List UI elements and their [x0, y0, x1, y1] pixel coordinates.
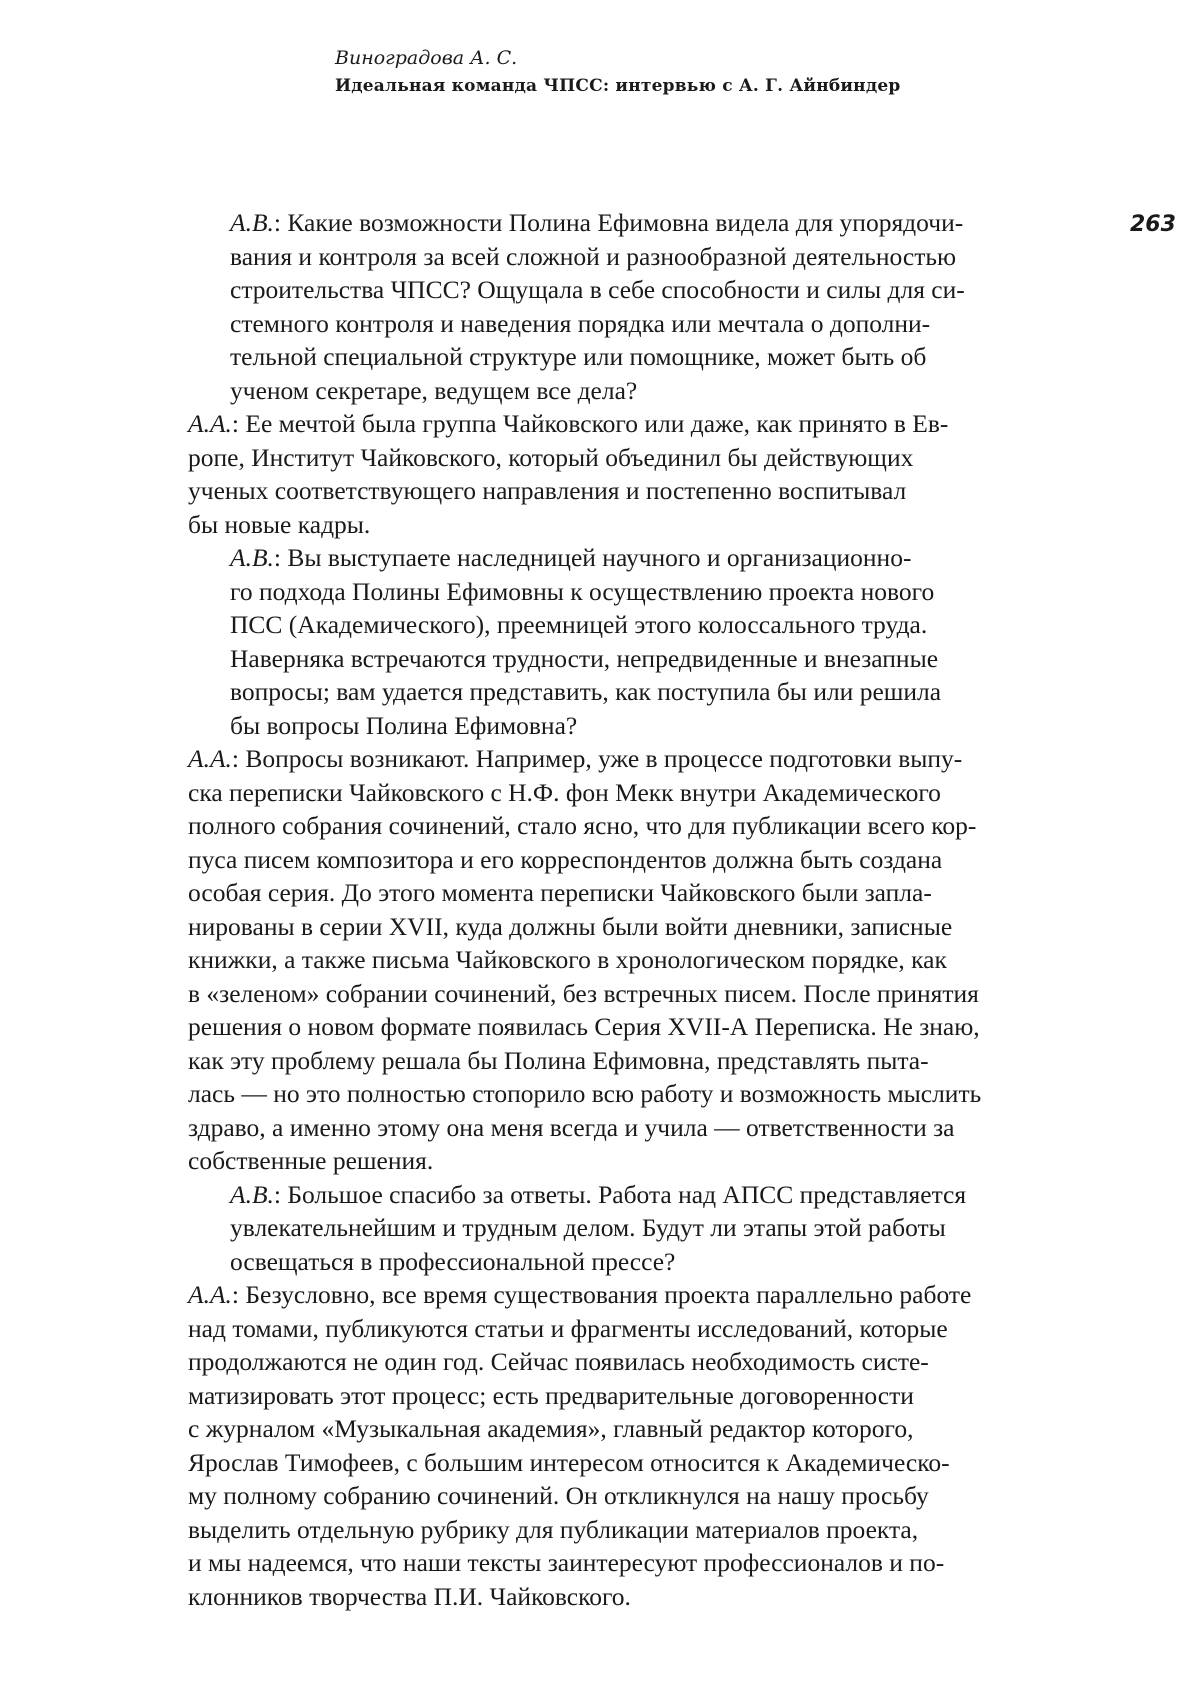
question-line	[230, 374, 1028, 408]
line-text: : Вы выступаете наследницей научного и организационно-	[273, 543, 912, 572]
line-text: му полному собранию сочинений. Он откликнулся на нашу просьбу	[188, 1481, 929, 1510]
line-text: : Безусловно, все время существования проекта параллельно работе	[231, 1280, 972, 1309]
answer-line	[188, 1546, 1028, 1580]
question-line	[230, 240, 1028, 274]
question-line	[230, 541, 1028, 575]
answer-line	[188, 1412, 1028, 1446]
line-text: ПСС (Академического), преемницей этого колоссального труда.	[230, 610, 928, 639]
line-text: Ярослав Тимофеев, с большим интересом относится к Академическо-	[188, 1447, 950, 1477]
line-text: строительства ЧПСС? Ощущала в себе способности и силы для си-	[230, 275, 965, 304]
answer-line	[188, 407, 1028, 441]
line-text: : Большое спасибо за ответы. Работа над АПСС представляется	[273, 1179, 967, 1209]
question-line	[230, 1211, 1028, 1245]
answer-line	[188, 474, 1028, 508]
line-text: здраво, а именно этому она меня всегда и учила — ответственности за	[188, 1112, 955, 1142]
line-text: продолжаются не один год. Сейчас появилась необходимость систе-	[188, 1347, 929, 1376]
line-text: ропе, Институт Чайковского, который объединил бы действующих	[188, 442, 914, 472]
question-line	[230, 642, 1028, 676]
line-text: тельной специальной структуре или помощнике, может быть об	[230, 342, 927, 371]
answer-line	[188, 1345, 1028, 1379]
line-text: пуса писем композитора и его корреспондентов должна быть создана	[188, 844, 943, 874]
answer-line	[188, 742, 1028, 776]
answer-line	[188, 1111, 1028, 1145]
answer-line	[188, 1010, 1028, 1044]
answer-line	[188, 977, 1028, 1011]
line-text: бы новые кадры.	[188, 509, 371, 539]
question-line	[230, 709, 1028, 743]
answer-line	[188, 776, 1028, 810]
question-line	[230, 1245, 1028, 1279]
answer-line	[188, 1312, 1028, 1346]
answer-line	[188, 1446, 1028, 1480]
line-text: полного собрания сочинений, стало ясно, что для публикации всего кор-	[188, 811, 977, 840]
answer-line	[188, 910, 1028, 944]
speaker-label: А.А.	[188, 1280, 232, 1309]
line-text: бы вопросы Полина Ефимовна?	[230, 710, 578, 740]
question-line	[230, 273, 1028, 307]
line-text: особая серия. До этого момента переписки Чайковского были запла-	[188, 878, 932, 907]
speaker-label: А.В.	[230, 208, 274, 237]
line-text: стемного контроля и наведения порядка или мечтала о дополни-	[230, 308, 931, 338]
line-text: увлекательнейшим и трудным делом. Будут ли этапы этой работы	[230, 1213, 946, 1242]
line-text: : Какие возможности Полина Ефимовна видела для упорядочи-	[273, 208, 964, 237]
line-text: вания и контроля за всей сложной и разнообразной деятельностью	[230, 241, 957, 271]
question-line	[230, 575, 1028, 609]
line-text: го подхода Полины Ефимовны к осуществлению проекта нового	[230, 576, 935, 606]
line-text: выделить отдельную рубрику для публикации материалов проекта,	[188, 1514, 919, 1544]
line-text: ска переписки Чайковского с Н.Ф. фон Мекк внутри Академического	[188, 777, 941, 807]
line-text: собственные решения.	[188, 1146, 434, 1175]
answer-line	[188, 1077, 1028, 1111]
answer-line	[188, 943, 1028, 977]
line-text: лась — но это полностью стопорило всю работу и возможность мыслить	[188, 1079, 982, 1108]
answer-line	[188, 1513, 1028, 1547]
answer-line	[188, 1044, 1028, 1078]
running-head-author: Виноградова А. С.	[335, 47, 518, 69]
answer-line	[188, 441, 1028, 475]
line-text: вопросы; вам удается представить, как поступила бы или решила	[230, 677, 942, 706]
interview-text	[188, 206, 1028, 1613]
answer-line	[188, 1580, 1028, 1614]
answer-line	[188, 1278, 1028, 1312]
speaker-label: А.В.	[230, 1179, 274, 1209]
line-text: : Ее мечтой была группа Чайковского или даже, как принято в Ев-	[231, 409, 949, 438]
answer-line	[188, 809, 1028, 843]
question-line	[230, 1178, 1028, 1212]
question-line	[230, 608, 1028, 642]
line-text: ученом секретаре, ведущем все дела?	[230, 375, 638, 405]
line-text: Наверняка встречаются трудности, непредвиденные и внезапные	[230, 643, 939, 673]
answer-line	[188, 508, 1028, 542]
line-text: над томами, публикуются статьи и фрагменты исследований, которые	[188, 1313, 948, 1343]
line-text: : Вопросы возникают. Например, уже в процессе подготовки выпу-	[231, 744, 963, 773]
line-text: клонников творчества П.И. Чайковского.	[188, 1581, 631, 1611]
speaker-label: А.А.	[188, 744, 232, 773]
line-text: книжки, а также письма Чайковского в хронологическом порядке, как	[188, 945, 947, 974]
line-text: в «зеленом» собрании сочинений, без встречных писем. После принятия	[188, 978, 979, 1008]
answer-line	[188, 1144, 1028, 1178]
line-text: как эту проблему решала бы Полина Ефимовна, представлять пыта-	[188, 1045, 929, 1075]
speaker-label: А.А.	[188, 409, 232, 438]
line-text: ученых соответствующего направления и постепенно воспитывал	[188, 476, 907, 505]
question-line	[230, 340, 1028, 374]
answer-line	[188, 843, 1028, 877]
question-line	[230, 307, 1028, 341]
answer-line	[188, 1379, 1028, 1413]
answer-line	[188, 876, 1028, 910]
line-text: нированы в серии XVII, куда должны были войти дневники, записные	[188, 911, 953, 941]
running-head	[335, 44, 1095, 100]
answer-line	[188, 1479, 1028, 1513]
line-text: с журналом «Музыкальная академия», главный редактор которого,	[188, 1414, 914, 1443]
running-head-title: Идеальная команда ЧПСС: интервью с А. Г. Айнбиндер	[335, 76, 901, 96]
line-text: матизировать этот процесс; есть предварительные договоренности	[188, 1380, 914, 1410]
question-line	[230, 206, 1028, 240]
line-text: освещаться в профессиональной прессе?	[230, 1246, 676, 1276]
line-text: и мы надеемся, что наши тексты заинтересуют профессионалов и по-	[188, 1548, 945, 1577]
question-line	[230, 675, 1028, 709]
page-number: 263	[1130, 212, 1176, 237]
line-text: решения о новом формате появилась Серия XVII-А Переписка. Не знаю,	[188, 1012, 980, 1041]
speaker-label: А.В.	[230, 543, 274, 572]
